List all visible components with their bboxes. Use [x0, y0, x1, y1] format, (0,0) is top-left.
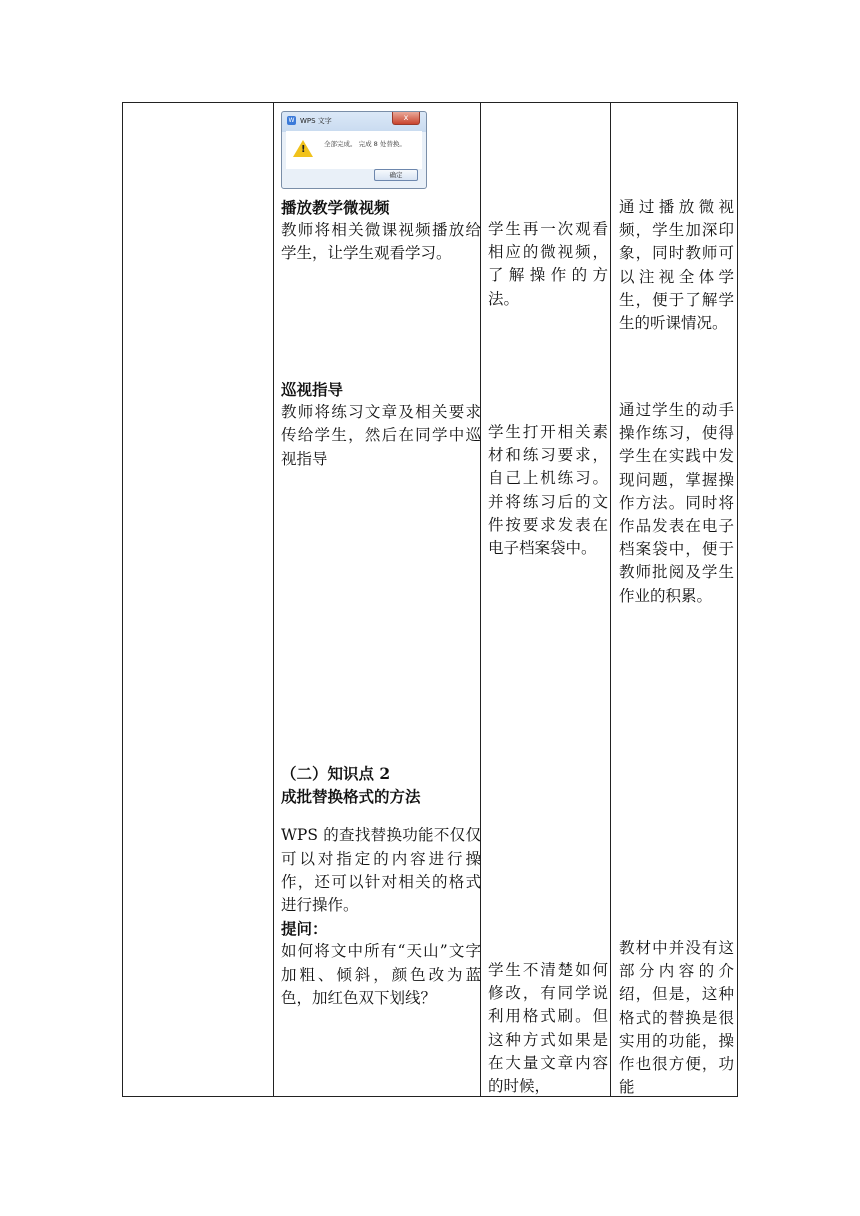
question-design-intent: 教材中并没有这部分内容的介绍，但是，这种格式的替换是很实用的功能，操作也很方便，功能 [619, 939, 734, 1097]
video-student-activity: 学生再一次观看相应的微视频，了解操作的方法。 [488, 220, 608, 308]
knowledge-point-title: 成批替换格式的方法 [281, 787, 421, 807]
column-divider [273, 103, 274, 1096]
question-label: 提问： [281, 919, 328, 939]
video-heading: 播放教学微视频 [281, 198, 390, 217]
knowledge-point-heading: （二）知识点 2 [281, 764, 391, 783]
dialog-title: WPS 文字 [300, 117, 332, 125]
dialog-message: 全部完成。 完成 8 处替换。 [324, 140, 406, 148]
warning-icon: ! [293, 140, 313, 157]
question-student-activity: 学生不清楚如何修改，有同学说利用格式刷。但这种方式如果是在大量文章内容的时候， [488, 961, 608, 1096]
close-icon: x [392, 112, 420, 125]
video-design-intent: 通过播放微视频，学生加深印象，同时教师可以注视全体学生，便于了解学生的听课情况。 [619, 198, 734, 333]
practice-design-intent: 通过学生的动手操作练习，使得学生在实践中发现问题，掌握操作方法。同时将作品发表在电子档案袋中，便于教师批阅及学生作业的积累。 [619, 401, 734, 605]
practice-student-activity: 学生打开相关素材和练习要求，自己上机练习。并将练习后的文件按要求发表在电子档案袋中。 [488, 423, 608, 558]
knowledge-point-intro: WPS 的查找替换功能不仅仅可以对指定的内容进行操作，还可以针对相关的格式进行操作。 [281, 826, 481, 915]
patrol-heading: 巡视指导 [281, 380, 344, 399]
video-description: 教师将相关微课视频播放给学生，让学生观看学习。 [281, 221, 481, 263]
ok-button: 确定 [374, 169, 418, 181]
patrol-description: 教师将练习文章及相关要求传给学生，然后在同学中巡视指导 [281, 403, 481, 468]
column-divider [610, 103, 611, 1096]
wps-logo-icon: W [288, 117, 295, 124]
wps-dialog-screenshot [281, 111, 427, 189]
lesson-plan-table [122, 102, 738, 1097]
question-text: 如何将文中所有“天山”文字加粗、倾斜，颜色改为蓝色，加红色双下划线？ [281, 942, 481, 1007]
dialog-body [286, 131, 422, 169]
